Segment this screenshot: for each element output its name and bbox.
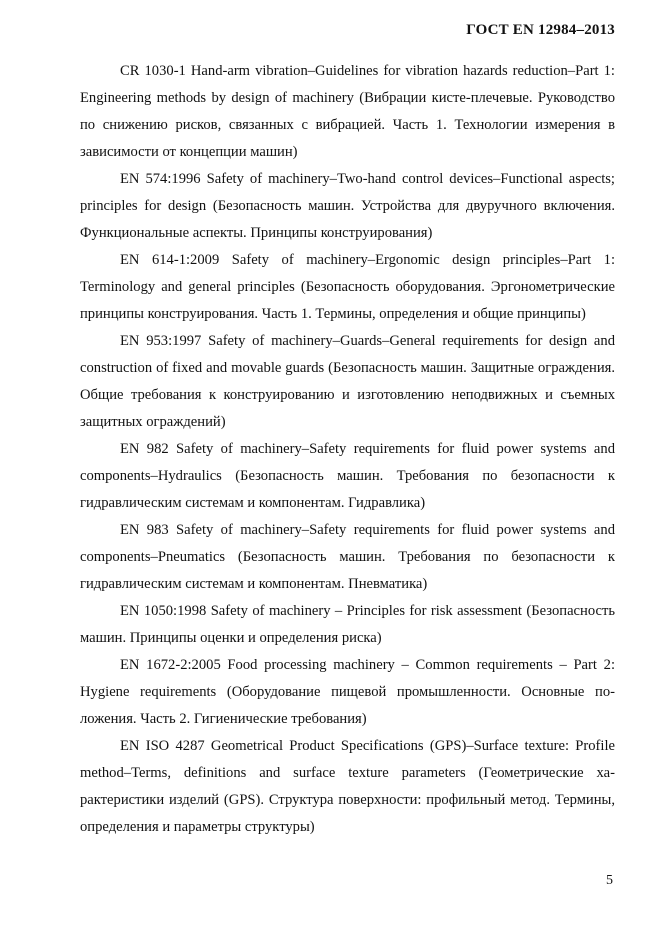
reference-entry-en-982: EN 982 Safety of machinery–Safety requirements for fluid power systems and components–Hydraulics (Безопасность машин. Требования по безопасности к гидравлическим системам и компонентам. Гидравлика) bbox=[80, 441, 615, 511]
normative-references-list bbox=[80, 58, 615, 841]
reference-entry-en-953: EN 953:1997 Safety of machinery–Guards–General requirements for design and construction of fixed and movable guards (Безопасность машин. Защитные ограждения. Общие требования к конструированию и изготовлению неподвижных и съемных защитных ограждений) bbox=[80, 333, 615, 430]
document-standard-header: ГОСТ EN 12984–2013 bbox=[466, 22, 615, 38]
reference-entry-en-iso-4287: EN ISO 4287 Geometrical Product Specifications (GPS)–Surface texture: Profile method–Terms, definitions and surface texture parameters (Геометрические характеристики изделий (GPS). Структура поверхности: профильный метод. Термины, определения и параметры структуры) bbox=[80, 738, 615, 835]
reference-entry-en-1050: EN 1050:1998 Safety of machinery – Principles for risk assessment (Безопасность машин. Принципы оценки и определения риска) bbox=[80, 603, 615, 646]
reference-entry-en-614-1: EN 614-1:2009 Safety of machinery–Ergonomic design principles–Part 1: Terminology and general principles (Безопасность оборудования. Эргонометрические принципы конструирования. Часть 1. Термины, определения и общие принципы) bbox=[80, 252, 615, 322]
page-number: 5 bbox=[606, 873, 613, 888]
reference-entry-en-983: EN 983 Safety of machinery–Safety requirements for fluid power systems and components–Pneumatics (Безопасность машин. Требования по безопасности к гидравлическим системам и компонентам. Пневматика) bbox=[80, 522, 615, 592]
reference-entry-en-1672-2: EN 1672-2:2005 Food processing machinery – Common requirements – Part 2: Hygiene requirements (Оборудование пищевой промышленности. Основные положения. Часть 2. Гигиенические требования) bbox=[80, 657, 615, 727]
reference-entry-cr-1030-1: CR 1030-1 Hand-arm vibration–Guidelines for vibration hazards reduction–Part 1: Engineering methods by design of machinery (Вибрации кисте-плечевые. Руководство по снижению рисков, связанных с вибрацией. Часть 1. Технологии измерения в зависимости от концепции машин) bbox=[80, 63, 615, 160]
reference-entry-en-574: EN 574:1996 Safety of machinery–Two-hand control devices–Functional aspects; principles for design (Безопасность машин. Устройства для двуручного включения. Функциональные аспекты. Принципы конструирования) bbox=[80, 171, 615, 241]
